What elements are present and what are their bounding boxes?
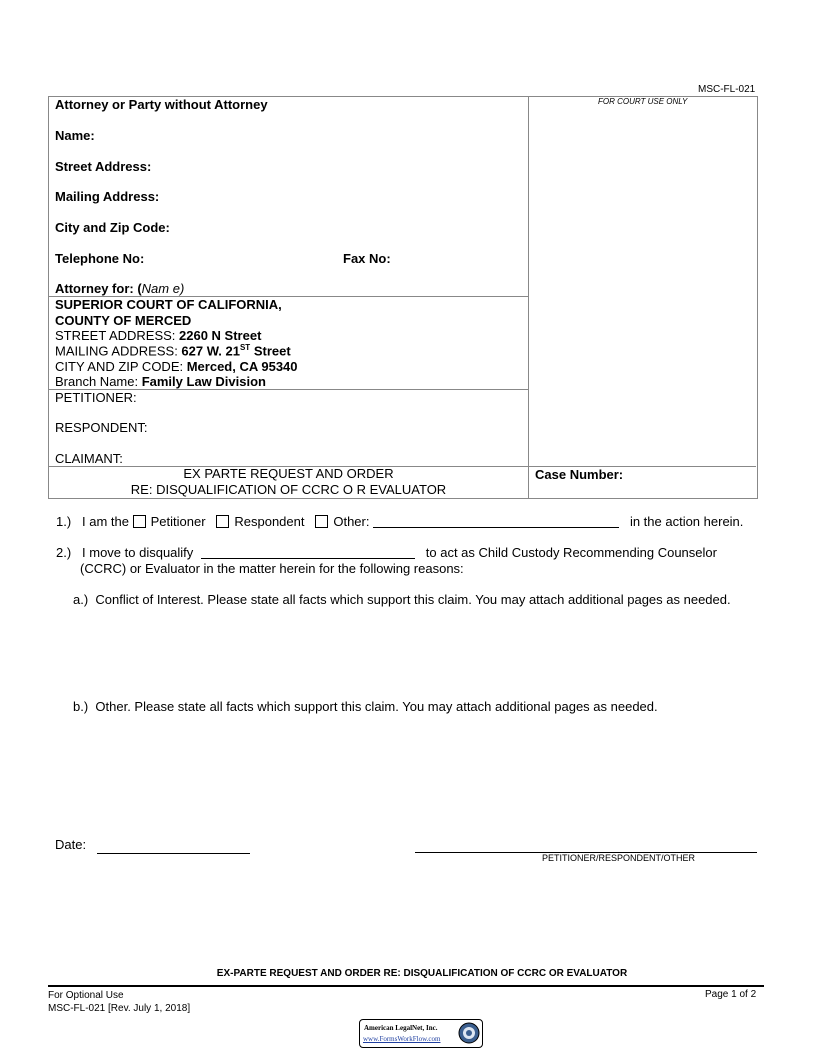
petitioner-label: PETITIONER: xyxy=(55,390,137,405)
item-2: 2.) I move to disqualify to act as Child Custody Recommending Counselor xyxy=(56,545,717,560)
court-use-label: FOR COURT USE ONLY xyxy=(598,97,688,106)
court-city-zip: CITY AND ZIP CODE: Merced, CA 95340 xyxy=(55,359,298,374)
conflict-facts-area[interactable] xyxy=(96,612,756,692)
attorney-header: Attorney or Party without Attorney xyxy=(55,97,268,112)
attorney-fax-label: Fax No: xyxy=(343,251,391,266)
item-2-line2: (CCRC) or Evaluator in the matter herein for the following reasons: xyxy=(80,561,464,576)
petitioner-checkbox[interactable] xyxy=(133,515,146,528)
attorney-mailing-label: Mailing Address: xyxy=(55,189,160,204)
caption-divider-vertical xyxy=(528,97,529,498)
american-legalnet-logo[interactable] xyxy=(359,1019,483,1048)
attorney-telephone-label: Telephone No: xyxy=(55,251,145,266)
item-b: b.) Other. Please state all facts which support this claim. You may attach additional pages as needed. xyxy=(73,699,658,714)
disqualify-name-field[interactable] xyxy=(201,546,415,559)
signature-caption: PETITIONER/RESPONDENT/OTHER xyxy=(542,853,696,863)
footer-page: Page 1 of 2 xyxy=(705,989,757,1000)
attorney-city-zip-label: City and Zip Code: xyxy=(55,220,170,235)
court-name-line2: COUNTY OF MERCED xyxy=(55,313,192,328)
court-mailing-address: MAILING ADDRESS: 627 W. 21ST Street xyxy=(55,343,291,359)
globe-icon xyxy=(458,1022,480,1044)
form-code: MSC-FL-021 xyxy=(698,84,756,95)
logo-company: American LegalNet, Inc. xyxy=(364,1024,438,1032)
court-name-line1: SUPERIOR COURT OF CALIFORNIA, xyxy=(55,297,282,312)
item-a: a.) Conflict of Interest. Please state all facts which support this claim. You may attach additional pages as needed. xyxy=(73,592,731,607)
respondent-label: RESPONDENT: xyxy=(55,420,148,435)
date-label: Date: xyxy=(55,837,87,852)
court-street-address: STREET ADDRESS: 2260 N Street xyxy=(55,328,262,343)
footer-optional-use: For Optional Use xyxy=(48,990,124,1001)
date-field[interactable] xyxy=(97,853,250,854)
case-number-label: Case Number: xyxy=(535,467,624,482)
claimant-label: CLAIMANT: xyxy=(55,451,123,466)
other-checkbox[interactable] xyxy=(315,515,328,528)
attorney-for-label: Attorney for: (Nam e) xyxy=(55,281,185,296)
form-title-line1: EX PARTE REQUEST AND ORDER xyxy=(183,466,394,481)
form-title xyxy=(49,466,528,498)
other-facts-area[interactable] xyxy=(96,719,756,819)
logo-url: www.FormsWorkFlow.com xyxy=(363,1035,441,1043)
footer-title: EX-PARTE REQUEST AND ORDER RE: DISQUALIFICATION OF CCRC OR EVALUATOR xyxy=(216,968,628,979)
respondent-checkbox[interactable] xyxy=(216,515,229,528)
attorney-street-label: Street Address: xyxy=(55,159,152,174)
footer-revision: MSC-FL-021 [Rev. July 1, 2018] xyxy=(48,1003,191,1014)
attorney-name-label: Name: xyxy=(55,128,95,143)
court-branch: Branch Name: Family Law Division xyxy=(55,374,266,389)
other-party-field[interactable] xyxy=(373,515,619,528)
form-title-line2: RE: DISQUALIFICATION OF CCRC O R EVALUATOR xyxy=(130,482,447,497)
item-1: 1.) I am the Petitioner Respondent Other: in the action herein. xyxy=(56,514,744,529)
footer-rule xyxy=(48,985,764,987)
